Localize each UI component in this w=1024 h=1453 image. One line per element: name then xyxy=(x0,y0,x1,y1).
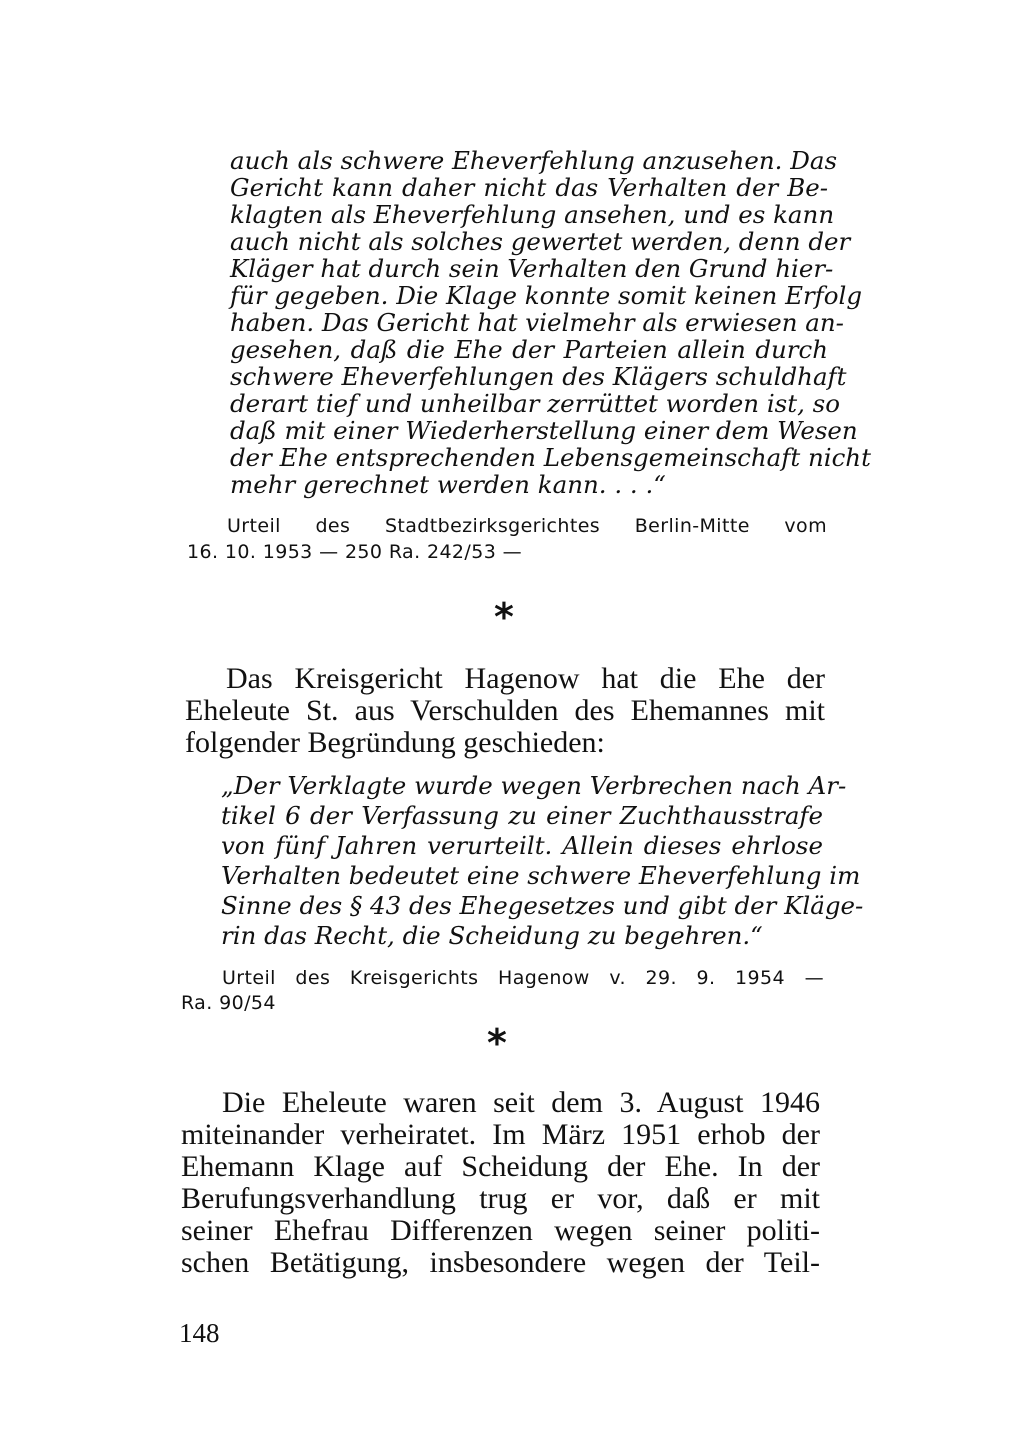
quote-line: der Ehe entsprechenden Lebensgemeinschaft nicht xyxy=(230,443,871,472)
section-separator: * xyxy=(494,595,514,639)
body-line: Das Kreisgericht Hagenow hat die Ehe der xyxy=(226,662,825,695)
citation-line: 16. 10. 1953 — 250 Ra. 242/53 — xyxy=(187,541,523,563)
quote-line: Gericht kann daher nicht das Verhalten der Be- xyxy=(230,173,828,202)
quote-line: tikel 6 der Verfassung zu einer Zuchthausstrafe xyxy=(221,801,823,830)
body-line: schen Betätigung, insbesondere wegen der Teil- xyxy=(181,1246,820,1279)
quote-line: mehr gerechnet werden kann. . . .“ xyxy=(230,470,666,499)
quote-line: Kläger hat durch sein Verhalten den Grund hier- xyxy=(230,254,834,283)
quote-line: rin das Recht, die Scheidung zu begehren.“ xyxy=(221,921,763,950)
citation-line: Urteil des Stadtbezirksgerichtes Berlin-Mitte vom xyxy=(227,515,827,537)
body-line: Die Eheleute waren seit dem 3. August 1946 xyxy=(222,1086,820,1119)
quote-line: von fünf Jahren verurteilt. Allein dieses ehrlose xyxy=(221,831,823,860)
body-line: miteinander verheiratet. Im März 1951 erhob der xyxy=(181,1118,820,1151)
quote-line: haben. Das Gericht hat vielmehr als erwiesen an- xyxy=(230,308,844,337)
citation-line: Urteil des Kreisgerichts Hagenow v. 29. 9. 1954 — xyxy=(222,967,824,989)
body-line: Eheleute St. aus Verschulden des Ehemannes mit xyxy=(185,694,825,727)
body-line: Berufungsverhandlung trug er vor, daß er mit xyxy=(181,1182,820,1215)
quote-line: klagten als Eheverfehlung ansehen, und es kann xyxy=(230,200,835,229)
body-line: folgender Begründung geschieden: xyxy=(185,726,605,759)
body-line: Ehemann Klage auf Scheidung der Ehe. In der xyxy=(181,1150,820,1183)
quote-line: Sinne des § 43 des Ehegesetzes und gibt der Kläge- xyxy=(221,891,864,920)
quote-line: auch nicht als solches gewertet werden, denn der xyxy=(230,227,851,256)
citation-line: Ra. 90/54 xyxy=(181,992,276,1014)
quote-line: daß mit einer Wiederherstellung einer dem Wesen xyxy=(230,416,858,445)
page-number: 148 xyxy=(179,1318,220,1348)
quote-line: für gegeben. Die Klage konnte somit keinen Erfolg xyxy=(230,281,862,310)
quote-line: schwere Eheverfehlungen des Klägers schuldhaft xyxy=(230,362,847,391)
quote-line: Verhalten bedeutet eine schwere Eheverfehlung im xyxy=(221,861,861,890)
section-separator: * xyxy=(487,1021,507,1065)
quote-line: „Der Verklagte wurde wegen Verbrechen nach Ar- xyxy=(221,771,847,800)
body-line: seiner Ehefrau Differenzen wegen seiner politi- xyxy=(181,1214,820,1247)
quote-line: derart tief und unheilbar zerrüttet worden ist, so xyxy=(230,389,840,418)
quote-line: auch als schwere Eheverfehlung anzusehen. Das xyxy=(230,146,838,175)
quote-line: gesehen, daß die Ehe der Parteien allein durch xyxy=(230,335,828,364)
